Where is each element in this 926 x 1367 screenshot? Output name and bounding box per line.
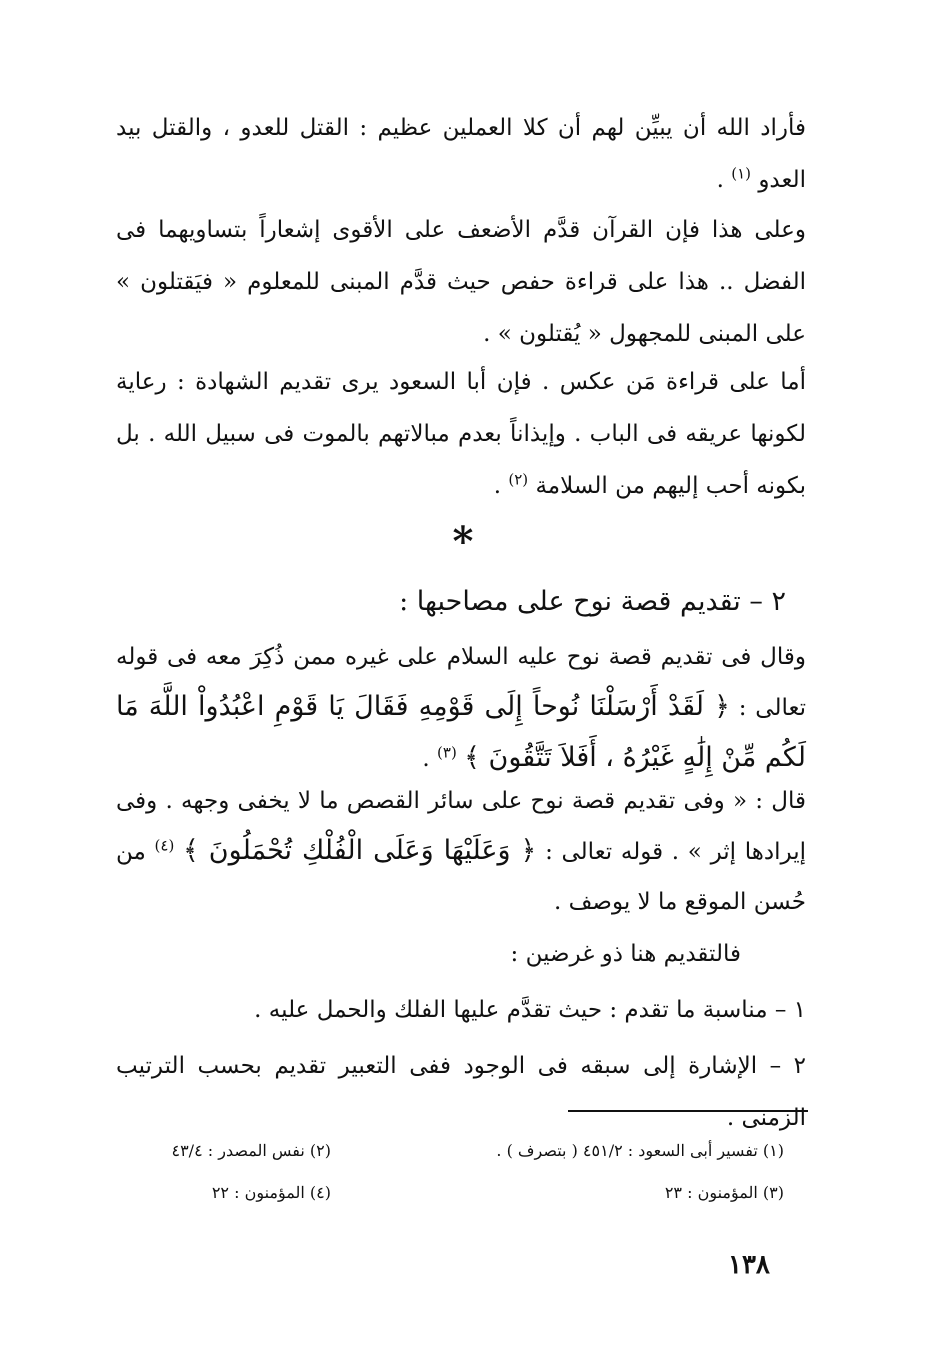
page-number: ١٣٨ [728,1250,770,1280]
paragraph-end: . [493,473,509,499]
section-heading: ٢ – تقديم قصة نوح على مصاحبها : [399,586,786,617]
paragraph-intro [116,632,806,784]
footnote-2: (٢) نفس المصدر : ٤٣/٤ [171,1141,331,1160]
paragraph-text: فأراد الله أن يبيِّن لهم أن كلا العملين عظيم : القتل للعدو ، والقتل بيد العدو [116,115,806,193]
paragraph-1 [116,102,806,206]
footnote-divider [568,1110,808,1112]
section-separator: * [452,518,474,565]
purposes-intro: فالتقديم هنا ذو غرضين : [510,941,741,967]
footnote-ref: (٢) [508,470,529,489]
paragraph-2 [116,204,806,360]
footnote-4: (٤) المؤمنون : ٢٢ [211,1183,331,1202]
paragraph-end: . [716,167,732,193]
paragraph-3 [116,356,806,512]
footnote-ref: (٤) [154,836,175,855]
footnote-ref: (٣) [437,743,457,762]
footnote-1: (١) تفسير أبى السعود : ٤٥١/٢ ( بتصرف ) . [496,1141,784,1160]
purpose-item-1: ١ – مناسبة ما تقدم : حيث تقدَّم عليها الفلك والحمل عليه . [254,997,806,1023]
paragraph-quote [116,776,806,927]
purpose-item-2: ٢ – الإشارة إلى سبقه فى الوجود ففى التعبير تقديم بحسب الترتيب الزمنى . [116,1053,806,1131]
paragraph-end: . [422,746,438,772]
quran-verse: ﴿ لَقَدْ أَرْسَلْنَا نُوحاً إِلَى قَوْمِهِ فَقَالَ يَا قَوْمِ اعْبُدُواْ اللَّهَ مَا لَكُم مِّنْ إِلَٰهٍ غَيْرُهُ ، أَفَلاَ تَتَّقُونَ ﴾ [116,691,806,773]
footnote-3: (٣) المؤمنون : ٢٣ [664,1183,784,1202]
quote-continuation: من حُسن الموقع ما لا يوصف . [116,839,806,915]
intro-text: وقال فى تقديم قصة نوح عليه السلام على غيره ممن ذُكِرَ معه فى قوله تعالى : [116,644,806,721]
footnote-ref: (١) [731,164,751,183]
paragraph-text: وعلى هذا فإن القرآن قدَّم الأضعف على الأقوى إشعاراً بتساويهما فى الفضل .. هذا على قراءة حفص حيث قدَّم المبنى للمعلوم « فيَقتلون » على المبنى للمجهول « يُقتلون » . [116,217,806,347]
quote-text: قال : « وفى تقديم قصة نوح على سائر القصص ما لا يخفى وجهه . وفى إيرادها إثر » . قوله تعالى : [116,788,807,865]
quran-verse-2: ﴿ وَعَلَيْهَا وَعَلَى الْفُلْكِ تُحْمَلُونَ ﴾ [183,835,537,866]
paragraph-text: أما على قراءة مَن عكس . فإن أبا السعود يرى تقديم الشهادة : رعاية لكونها عريقه فى الباب . وإيذاناً بعدم مبالاتهم بالموت فى سبيل الله . بل بكونه أحب إليهم من السلامة [116,369,806,499]
